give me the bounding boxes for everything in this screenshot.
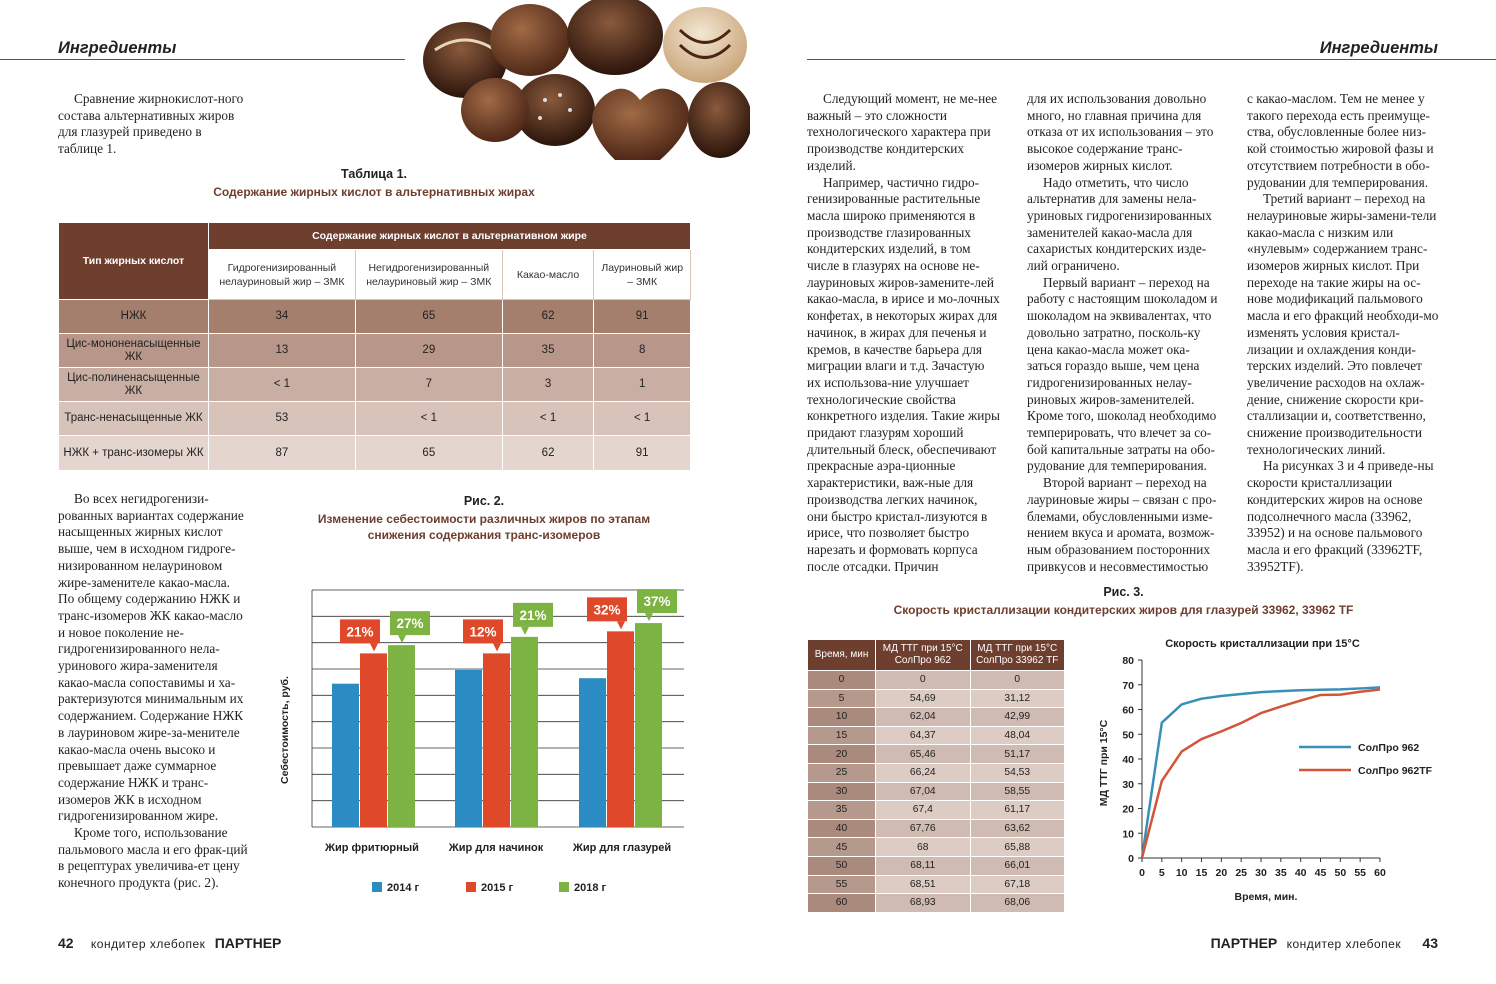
table-cell: 42,99 bbox=[970, 708, 1064, 727]
table1-header-group: Содержание жирных кислот в альтернативном жире bbox=[208, 223, 690, 250]
table-row bbox=[59, 334, 691, 368]
x-tick-label: 55 bbox=[1354, 867, 1367, 879]
footer-brand: ПАРТНЕР bbox=[1210, 935, 1278, 951]
paragraph: Следующий момент, не ме-нее важный – это сложности технологического характера при производстве кондитерских изделий. bbox=[807, 91, 998, 173]
bar-2015г-0 bbox=[360, 653, 387, 827]
bar-label: 12% bbox=[469, 624, 497, 640]
table-cell: 34 bbox=[208, 300, 355, 334]
table3-col-header: МД ТТГ при 15°С СолПро 962 bbox=[876, 640, 970, 671]
table-row bbox=[808, 671, 1065, 690]
table-cell: 50 bbox=[808, 856, 876, 875]
right-col1-text bbox=[807, 91, 1000, 575]
fig2-number: Рис. 2. bbox=[463, 494, 505, 508]
bar-label-pointer bbox=[398, 635, 406, 643]
table1-number: Таблица 1. bbox=[341, 167, 407, 181]
bar-2015г-1 bbox=[483, 653, 510, 827]
table-cell: 29 bbox=[355, 334, 502, 368]
table-cell: 15 bbox=[808, 726, 876, 745]
footer-right bbox=[1211, 935, 1438, 951]
table-cell: 60 bbox=[808, 894, 876, 913]
fig3-number: Рис. 3. bbox=[1103, 585, 1144, 599]
paragraph: Кроме того, использование пальмового масла и его фрак-ций в рецептурах увеличива-ет цену конечного продукта (рис. 2). bbox=[58, 825, 248, 891]
table-cell: 55 bbox=[808, 875, 876, 894]
table-cell: 67,4 bbox=[876, 801, 970, 820]
table-cell: 68,11 bbox=[876, 856, 970, 875]
table-row bbox=[808, 708, 1065, 727]
y-tick-label: 20 bbox=[1122, 803, 1134, 816]
legend-swatch-2014 bbox=[372, 882, 382, 892]
table-row bbox=[59, 402, 691, 436]
table-cell: 0 bbox=[808, 671, 876, 690]
footer-magazine: кондитер хлебопек bbox=[90, 937, 206, 951]
table-cell: 91 bbox=[594, 436, 691, 471]
table-row bbox=[808, 801, 1065, 820]
table-row bbox=[808, 819, 1065, 838]
table3-col-header: МД ТТГ при 15°С СолПро 33962 TF bbox=[970, 640, 1064, 671]
header-rule-right bbox=[807, 59, 1496, 60]
table-cell: 45 bbox=[808, 838, 876, 857]
table-cell: 63,62 bbox=[970, 819, 1064, 838]
bar-label: 21% bbox=[346, 624, 374, 640]
table-cell: 30 bbox=[808, 782, 876, 801]
table-cell: < 1 bbox=[355, 402, 502, 436]
table-cell: 31,12 bbox=[970, 689, 1064, 708]
table-cell: 61,17 bbox=[970, 801, 1064, 820]
table-cell: 35 bbox=[808, 801, 876, 820]
bar-2015г-2 bbox=[607, 631, 634, 827]
crystallization-table bbox=[807, 639, 1065, 913]
table-cell: 5 bbox=[808, 689, 876, 708]
table-row bbox=[808, 894, 1065, 913]
table-cell: 67,04 bbox=[876, 782, 970, 801]
table-row bbox=[808, 782, 1065, 801]
table1-row-label: НЖК + транс-изомеры ЖК bbox=[59, 436, 209, 471]
table1-col-header: Негидрогенизированный нелауриновый жир – ЗМК bbox=[355, 250, 502, 300]
table-cell: 65 bbox=[355, 300, 502, 334]
table-cell: 66,01 bbox=[970, 856, 1064, 875]
table-cell: 65,88 bbox=[970, 838, 1064, 857]
table-cell: 62 bbox=[502, 436, 594, 471]
table-row bbox=[808, 745, 1065, 764]
table-cell: 13 bbox=[208, 334, 355, 368]
x-tick-label: 60 bbox=[1374, 867, 1386, 879]
table-cell: 48,04 bbox=[970, 726, 1064, 745]
table1-col-header: Лауриновый жир – ЗМК bbox=[594, 250, 691, 300]
table-cell: 53 bbox=[208, 402, 355, 436]
table-cell: 10 bbox=[808, 708, 876, 727]
right-col3-text bbox=[1247, 91, 1440, 575]
y-tick-label: 80 bbox=[1122, 655, 1134, 667]
page-number: 42 bbox=[58, 935, 74, 951]
bar-label-pointer bbox=[617, 621, 625, 629]
bar-label-pointer bbox=[493, 643, 501, 651]
table-cell: 65 bbox=[355, 436, 502, 471]
table-cell: 40 bbox=[808, 819, 876, 838]
bar-label: 21% bbox=[519, 607, 547, 623]
x-tick-label: 5 bbox=[1158, 867, 1165, 879]
legend-label: СолПро 962TF bbox=[1358, 765, 1433, 777]
bar-2014г-1 bbox=[455, 670, 482, 827]
paragraph: Надо отметить, что число альтернатив для замены нела-уриновых гидрогенизированных заменителей какао-масла для сахаристых кондитерских изде-лий ограничено. bbox=[1027, 174, 1212, 274]
x-tick-label: 45 bbox=[1314, 867, 1327, 879]
paragraph: На рисунках 3 и 4 приведе-ны скорости кристаллизации кондитерских жиров на основе подсолнечного масла (33962, 33952) и на основе пальмового масла и его фракций (33962TF, 33952TF). bbox=[1247, 458, 1434, 574]
table-row bbox=[59, 368, 691, 402]
paragraph: с какао-маслом. Тем не менее у такого перехода есть преимуще-ства, обусловленные более низ-кой стоимостью жировой фазы и отсутствием потребности в обо-рудовании для темперирования. bbox=[1247, 91, 1434, 190]
paragraph: Третий вариант – переход на нелауриновые жиры-замени-тели какао-масла с низким или «нулевым» содержанием транс-изомеров жирных кислот. При переходе на такие жиры на ос-нове модификаций пальмового масла и его фракций необходи-мо изменять условия кристал-лизации и охлаждения конди-терских изделий. Это повлечет увеличение расходов на охлаж-дение, снижение скорости кри-сталлизации и, соответственно, снижение производительности технологических линий. bbox=[1247, 191, 1439, 457]
footer-magazine: кондитер хлебопек bbox=[1286, 937, 1402, 951]
table-cell: 58,55 bbox=[970, 782, 1064, 801]
table1-header-type: Тип жирных кислот bbox=[59, 223, 209, 300]
right-col2-text bbox=[1027, 91, 1220, 575]
y-tick-label: 50 bbox=[1122, 729, 1134, 742]
bar-2018г-2 bbox=[635, 623, 662, 827]
bar-label: 37% bbox=[643, 594, 671, 610]
section-title-right: Ингредиенты bbox=[1319, 39, 1438, 57]
legend-swatch-2015 bbox=[466, 882, 476, 892]
table-cell: 68 bbox=[876, 838, 970, 857]
fig2-category-label: Жир фритюрный bbox=[325, 842, 419, 854]
legend-label: СолПро 962 bbox=[1358, 742, 1420, 754]
table-row bbox=[808, 726, 1065, 745]
x-tick-label: 20 bbox=[1215, 867, 1228, 879]
table-cell: 0 bbox=[970, 671, 1064, 690]
y-tick-label: 10 bbox=[1122, 828, 1134, 841]
bar-2014г-2 bbox=[579, 678, 606, 827]
fig3-xlabel: Время, мин. bbox=[1234, 891, 1298, 903]
table-row bbox=[808, 689, 1065, 708]
page-number: 43 bbox=[1422, 935, 1438, 951]
table-cell: 54,69 bbox=[876, 689, 970, 708]
bar-label-pointer bbox=[521, 627, 529, 635]
left-body-text bbox=[58, 491, 248, 892]
table-cell: 67,76 bbox=[876, 819, 970, 838]
table-cell: < 1 bbox=[208, 368, 355, 402]
bar-label: 32% bbox=[593, 602, 621, 618]
fig2-ylabel: Себестоимость, руб. bbox=[279, 676, 291, 784]
y-tick-label: 30 bbox=[1122, 778, 1134, 791]
table-row bbox=[808, 763, 1065, 782]
legend-label: 2015 г bbox=[481, 882, 514, 894]
legend-swatch-2018 bbox=[559, 882, 569, 892]
table1-row-label: НЖК bbox=[59, 300, 209, 334]
table-row bbox=[808, 856, 1065, 875]
table-cell: 87 bbox=[208, 436, 355, 471]
table1-col-header: Гидрогенизированный нелауриновый жир – ЗМК bbox=[208, 250, 355, 300]
x-tick-label: 25 bbox=[1235, 867, 1248, 879]
x-tick-label: 40 bbox=[1294, 867, 1307, 879]
table-cell: 25 bbox=[808, 763, 876, 782]
fig2-category-label: Жир для начинок bbox=[448, 842, 544, 854]
y-tick-label: 40 bbox=[1122, 754, 1134, 766]
fig2-title: Изменение себестоимости различных жиров по этапам снижения содержания транс-изомеров bbox=[317, 512, 651, 542]
table-row bbox=[59, 300, 691, 334]
y-tick-label: 70 bbox=[1122, 679, 1134, 692]
fig3-ylabel: МД ТТГ при 15°С bbox=[1098, 719, 1110, 807]
crystallization-line-chart bbox=[1090, 650, 1495, 910]
table-cell: 68,93 bbox=[876, 894, 970, 913]
table-cell: < 1 bbox=[502, 402, 594, 436]
paragraph: Например, частично гидро-генизированные растительные масла широко применяются в производстве глазированных кондитерских изделий, в том числе в глазурях на основе не-лауриновых жиров-замените-лей какао-масла, в ирисе и мо-лочных конфетах, в некоторых жирах для начинок, в жирах для печенья и кремов, в качестве барьера для миграции влаги и т.д. Зачастую их использова-ние улучшает технологические свойства конкретного изделия. Такие жиры придают глазурям хороший длительный блеск, обеспечивают прекрасные аэра-ционные характеристики, важ-ные для производства легких начинок, они быстро кристал-лизуются в ирисе, что позволяет быстро нарезать и формовать корпуса после отсадки. Причин bbox=[807, 174, 1000, 574]
table-cell: 35 bbox=[502, 334, 594, 368]
legend-label: 2014 г bbox=[387, 882, 420, 894]
series-line-1 bbox=[1142, 690, 1380, 858]
table-cell: 66,24 bbox=[876, 763, 970, 782]
table-cell: 0 bbox=[876, 671, 970, 690]
x-tick-label: 30 bbox=[1255, 867, 1267, 879]
fig2-category-label: Жир для глазурей bbox=[572, 842, 672, 854]
table-cell: 54,53 bbox=[970, 763, 1064, 782]
table1-col-header: Какао-масло bbox=[502, 250, 594, 300]
paragraph: Второй вариант – переход на лауриновые жиры – связан с про-блемами, обусловленными изме-нением вкуса и аромата, возмож-ным образованием посторонних привкусов и несовместимостью bbox=[1027, 475, 1217, 574]
table-cell: 3 bbox=[502, 368, 594, 402]
paragraph: для их использования довольно много, но главная причина для отказа от их использования – это высокое содержание транс-изомеров жирных кислот. bbox=[1027, 91, 1214, 173]
table-cell: 64,37 bbox=[876, 726, 970, 745]
table1-row-label: Транс-ненасыщенные ЖК bbox=[59, 402, 209, 436]
bar-2018г-0 bbox=[388, 645, 415, 827]
legend-label: 2018 г bbox=[574, 882, 607, 894]
table-cell: 62 bbox=[502, 300, 594, 334]
line-chart-title: Скорость кристаллизации при 15°С bbox=[1165, 638, 1360, 650]
cost-bar-chart bbox=[270, 565, 700, 905]
paragraph: Сравнение жирнокислот-ного состава альтернативных жиров для глазурей приведено в таблице 1. bbox=[58, 91, 244, 157]
table-cell: 91 bbox=[594, 300, 691, 334]
bar-2014г-0 bbox=[332, 684, 359, 827]
table-row bbox=[808, 875, 1065, 894]
table-row bbox=[808, 838, 1065, 857]
table-row bbox=[59, 436, 691, 471]
table-cell: 8 bbox=[594, 334, 691, 368]
table1-row-label: Цис-полиненасыщенные ЖК bbox=[59, 368, 209, 402]
section-title-left: Ингредиенты bbox=[58, 39, 177, 57]
footer-brand: ПАРТНЕР bbox=[214, 935, 282, 951]
paragraph: Во всех негидрогенизи-рованных вариантах содержание насыщенных жирных кислот выше, чем в исходном гидроге-низированном нелауриновом жире-заменителе какао-масла. По общему содержанию НЖК и транс-изомеров ЖК какао-масло и новое поколение не-гидрогенизированного нела-уринового жира-заменителя какао-масла сопоставимы и ха-рактеризуются минимальным их содержанием. Содержание НЖК в лауриновом жире-за-менителе какао-масла очень высоко и превышает даже суммарное содержание НЖК и транс-изомеров ЖК в исходном гидрогенизированном жире. bbox=[58, 491, 244, 824]
fatty-acid-table bbox=[58, 222, 691, 471]
table3-col-header: Время, мин bbox=[808, 640, 876, 671]
chocolate-photo bbox=[405, 0, 750, 170]
y-tick-label: 60 bbox=[1122, 704, 1134, 717]
table-cell: 7 bbox=[355, 368, 502, 402]
table1-title: Содержание жирных кислот в альтернативных жирах bbox=[213, 185, 535, 199]
x-tick-label: 0 bbox=[1139, 867, 1145, 879]
bar-label: 27% bbox=[396, 616, 424, 632]
table-cell: 62,04 bbox=[876, 708, 970, 727]
y-tick-label: 0 bbox=[1128, 853, 1134, 865]
bar-label-pointer bbox=[370, 643, 378, 651]
table-cell: 51,17 bbox=[970, 745, 1064, 764]
bar-label-pointer bbox=[645, 613, 653, 621]
table-cell: < 1 bbox=[594, 402, 691, 436]
footer-left bbox=[58, 935, 281, 951]
x-tick-label: 50 bbox=[1334, 867, 1347, 879]
table-cell: 65,46 bbox=[876, 745, 970, 764]
x-tick-label: 35 bbox=[1274, 867, 1287, 879]
table-cell: 68,51 bbox=[876, 875, 970, 894]
bar-2018г-1 bbox=[511, 637, 538, 827]
left-intro-text bbox=[58, 91, 248, 158]
x-tick-label: 15 bbox=[1195, 867, 1208, 879]
x-tick-label: 10 bbox=[1175, 867, 1188, 879]
paragraph: Первый вариант – переход на работу с настоящим шоколадом и шоколадом на эквивалентах, что довольно затратно, посколь-ку цена какао-масла может ока-заться гораздо выше, чем цена гидрогенизированных нелау-риновых жиров-заменителей. Кроме того, шоколад необходимо темперировать, что влечет за со-бой капитальные затраты на обо-рудование для темперирования. bbox=[1027, 274, 1218, 474]
table-cell: 1 bbox=[594, 368, 691, 402]
table-cell: 67,18 bbox=[970, 875, 1064, 894]
table-cell: 20 bbox=[808, 745, 876, 764]
table1-row-label: Цис-мононенасыщенные ЖК bbox=[59, 334, 209, 368]
table-cell: 68,06 bbox=[970, 894, 1064, 913]
fig3-title: Скорость кристаллизации кондитерских жиров для глазурей 33962, 33962 TF bbox=[893, 603, 1354, 617]
header-rule-left bbox=[0, 59, 405, 60]
